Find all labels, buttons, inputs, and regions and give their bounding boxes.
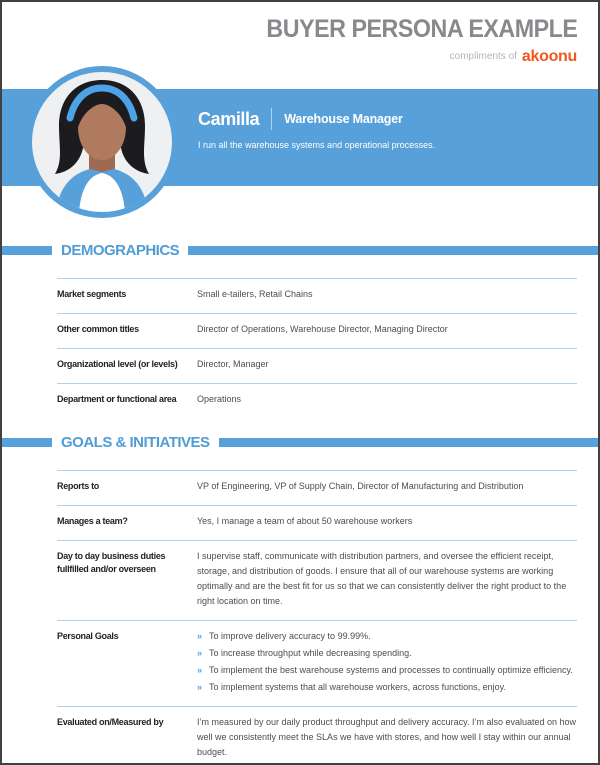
row-value: I supervise staff, communicate with distribution partners, and oversee the efficient receipt, storage, and distribution of goods. I ensure that all of our warehouse systems are working optimally and are the best fit for us so that we can consistently deliver the right product to the right location on time. xyxy=(197,551,567,606)
section-title-goals: GOALS & INITIATIVES xyxy=(61,433,210,451)
table-row-reports-to xyxy=(57,470,577,505)
female-avatar-icon xyxy=(32,72,172,212)
persona-role: Warehouse Manager xyxy=(284,112,403,126)
persona-name-row xyxy=(198,108,598,130)
bullet-chevron-icon: » xyxy=(197,665,203,675)
compliments-text: compliments of xyxy=(449,51,517,62)
table-row-day-to-day-duties xyxy=(57,540,577,620)
table-row-department xyxy=(57,383,577,418)
table-row-personal-goals xyxy=(57,620,577,706)
row-label: Manages a team? xyxy=(57,516,128,526)
demographics-table xyxy=(57,278,577,418)
section-bar-right xyxy=(219,438,598,447)
section-header-demographics xyxy=(2,242,598,258)
list-item xyxy=(197,663,577,678)
bullet-text: To implement systems that all warehouse workers, across functions, enjoy. xyxy=(209,682,506,692)
brand-logo[interactable]: akoonu xyxy=(521,48,577,65)
bullet-chevron-icon: » xyxy=(197,682,203,692)
section-bar-left xyxy=(2,246,52,255)
table-row-organizational-level xyxy=(57,348,577,383)
list-item xyxy=(197,629,577,644)
goals-table xyxy=(57,470,577,765)
section-header-goals xyxy=(2,434,598,450)
row-label: Department or functional area xyxy=(57,394,177,404)
compliments-line xyxy=(450,48,577,66)
bullet-text: To increase throughput while decreasing spending. xyxy=(209,648,412,658)
row-label: Evaluated on/Measured by xyxy=(57,717,164,727)
row-value: Operations xyxy=(197,394,242,404)
row-value: VP of Engineering, VP of Supply Chain, Director of Manufacturing and Distribution xyxy=(197,481,524,491)
persona-avatar xyxy=(26,66,178,218)
row-value: Director of Operations, Warehouse Director, Managing Director xyxy=(197,324,448,334)
bullet-chevron-icon: » xyxy=(197,648,203,658)
table-row-other-common-titles xyxy=(57,313,577,348)
row-value: Director, Manager xyxy=(197,359,269,369)
table-row-manages-team xyxy=(57,505,577,540)
persona-tagline: I run all the warehouse systems and operational processes. xyxy=(198,140,436,150)
row-value: I’m measured by our daily product throughput and delivery accuracy. I’m also evaluated on how well we consistently meet the SLAs we have with stores, and how well I stay within our annual budget. xyxy=(197,717,577,757)
section-bar-left xyxy=(2,438,52,447)
row-value: Small e-tailers, Retail Chains xyxy=(197,289,313,299)
table-row-evaluated-on xyxy=(57,706,577,765)
row-label: Reports to xyxy=(57,481,100,491)
row-value: Yes, I manage a team of about 50 warehouse workers xyxy=(197,516,413,526)
row-label: Market segments xyxy=(57,289,127,299)
list-item xyxy=(197,646,577,661)
name-role-divider xyxy=(271,108,272,130)
section-bar-right xyxy=(188,246,598,255)
list-item xyxy=(197,680,577,695)
row-label: Day to day business duties fullfilled and/or overseen xyxy=(57,551,166,574)
bullet-text: To implement the best warehouse systems and processes to continually optimize efficiency. xyxy=(209,665,573,675)
row-label: Other common titles xyxy=(57,324,139,334)
page-title: BUYER PERSONA EXAMPLE xyxy=(265,15,577,43)
bullet-text: To improve delivery accuracy to 99.99%. xyxy=(209,631,371,641)
row-label: Organizational level (or levels) xyxy=(57,359,178,369)
section-title-demographics: DEMOGRAPHICS xyxy=(61,241,180,259)
persona-banner-content xyxy=(198,89,598,150)
table-row-market-segments xyxy=(57,278,577,313)
persona-name: Camilla xyxy=(198,108,260,129)
bullet-list xyxy=(197,629,577,695)
bullet-chevron-icon: » xyxy=(197,631,203,641)
row-label: Personal Goals xyxy=(57,631,119,641)
